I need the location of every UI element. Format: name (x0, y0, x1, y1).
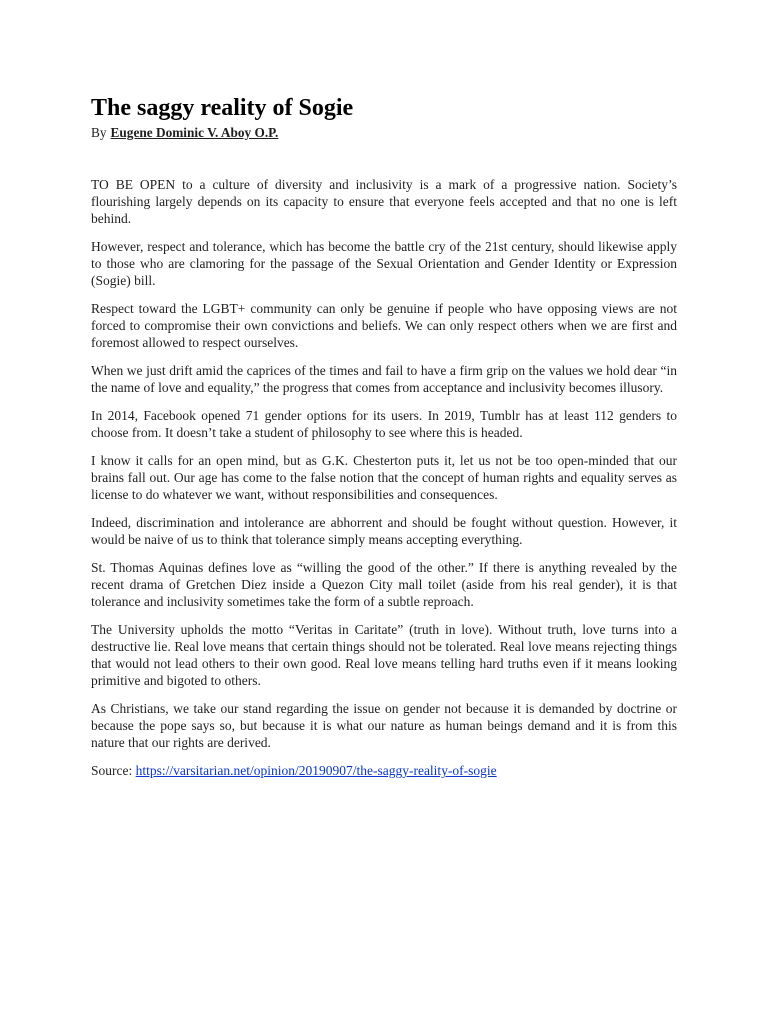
paragraph: However, respect and tolerance, which has become the battle cry of the 21st century, should likewise apply to those who are clamoring for the passage of the Sexual Orientation and Gender Identity or Expression (Sogie) bill. (91, 239, 677, 288)
paragraph: Respect toward the LGBT+ community can only be genuine if people who have opposing views are not forced to compromise their own convictions and beliefs. We can only respect others when we are first and foremost allowed to respect ourselves. (91, 301, 677, 350)
author-name: Eugene Dominic V. Aboy O.P. (110, 125, 279, 140)
paragraph: St. Thomas Aquinas defines love as “willing the good of the other.” If there is anything revealed by the recent drama of Gretchen Diez inside a Quezon City mall toilet (aside from his real gender), it is that tolerance and inclusivity sometimes take the form of a subtle reproach. (91, 560, 677, 609)
paragraph: Indeed, discrimination and intolerance are abhorrent and should be fought without question. However, it would be naive of us to think that tolerance simply means accepting everything. (91, 515, 677, 547)
paragraph: I know it calls for an open mind, but as G.K. Chesterton puts it, let us not be too open-minded that our brains fall out. Our age has come to the false notion that the concept of human rights and equality serves as license to do whatever we want, without responsibilities and consequences. (91, 453, 677, 502)
paragraph: The University upholds the motto “Veritas in Caritate” (truth in love). Without truth, love turns into a destructive lie. Real love means that certain things should not be tolerated. Real love means rejecting things that would not lead others to their own good. Real love means telling hard truths even if it means looking primitive and bigoted to others. (91, 622, 677, 688)
source-label: Source: (91, 763, 136, 778)
article-title: The saggy reality of Sogie (91, 95, 354, 121)
source-link[interactable]: https://varsitarian.net/opinion/20190907/the-saggy-reality-of-sogie (135, 763, 497, 778)
source-line (91, 762, 677, 779)
paragraph: When we just drift amid the caprices of the times and fail to have a firm grip on the values we hold dear “in the name of love and equality,” the progress that comes from acceptance and inclusivity becomes illusory. (91, 363, 677, 395)
byline (91, 124, 677, 141)
article-body (91, 176, 677, 779)
paragraph: TO BE OPEN to a culture of diversity and inclusivity is a mark of a progressive nation. Society’s flourishing largely depends on its capacity to ensure that everyone feels accepted and that no one is left behind. (91, 177, 677, 226)
paragraph: As Christians, we take our stand regarding the issue on gender not because it is demanded by doctrine or because the pope says so, but because it is what our nature as human beings demand and it is from this nature that our rights are derived. (91, 701, 677, 750)
document-page (91, 93, 677, 790)
paragraph: In 2014, Facebook opened 71 gender options for its users. In 2019, Tumblr has at least 112 genders to choose from. It doesn’t take a student of philosophy to see where this is headed. (91, 408, 677, 440)
byline-prefix: By (91, 125, 107, 140)
